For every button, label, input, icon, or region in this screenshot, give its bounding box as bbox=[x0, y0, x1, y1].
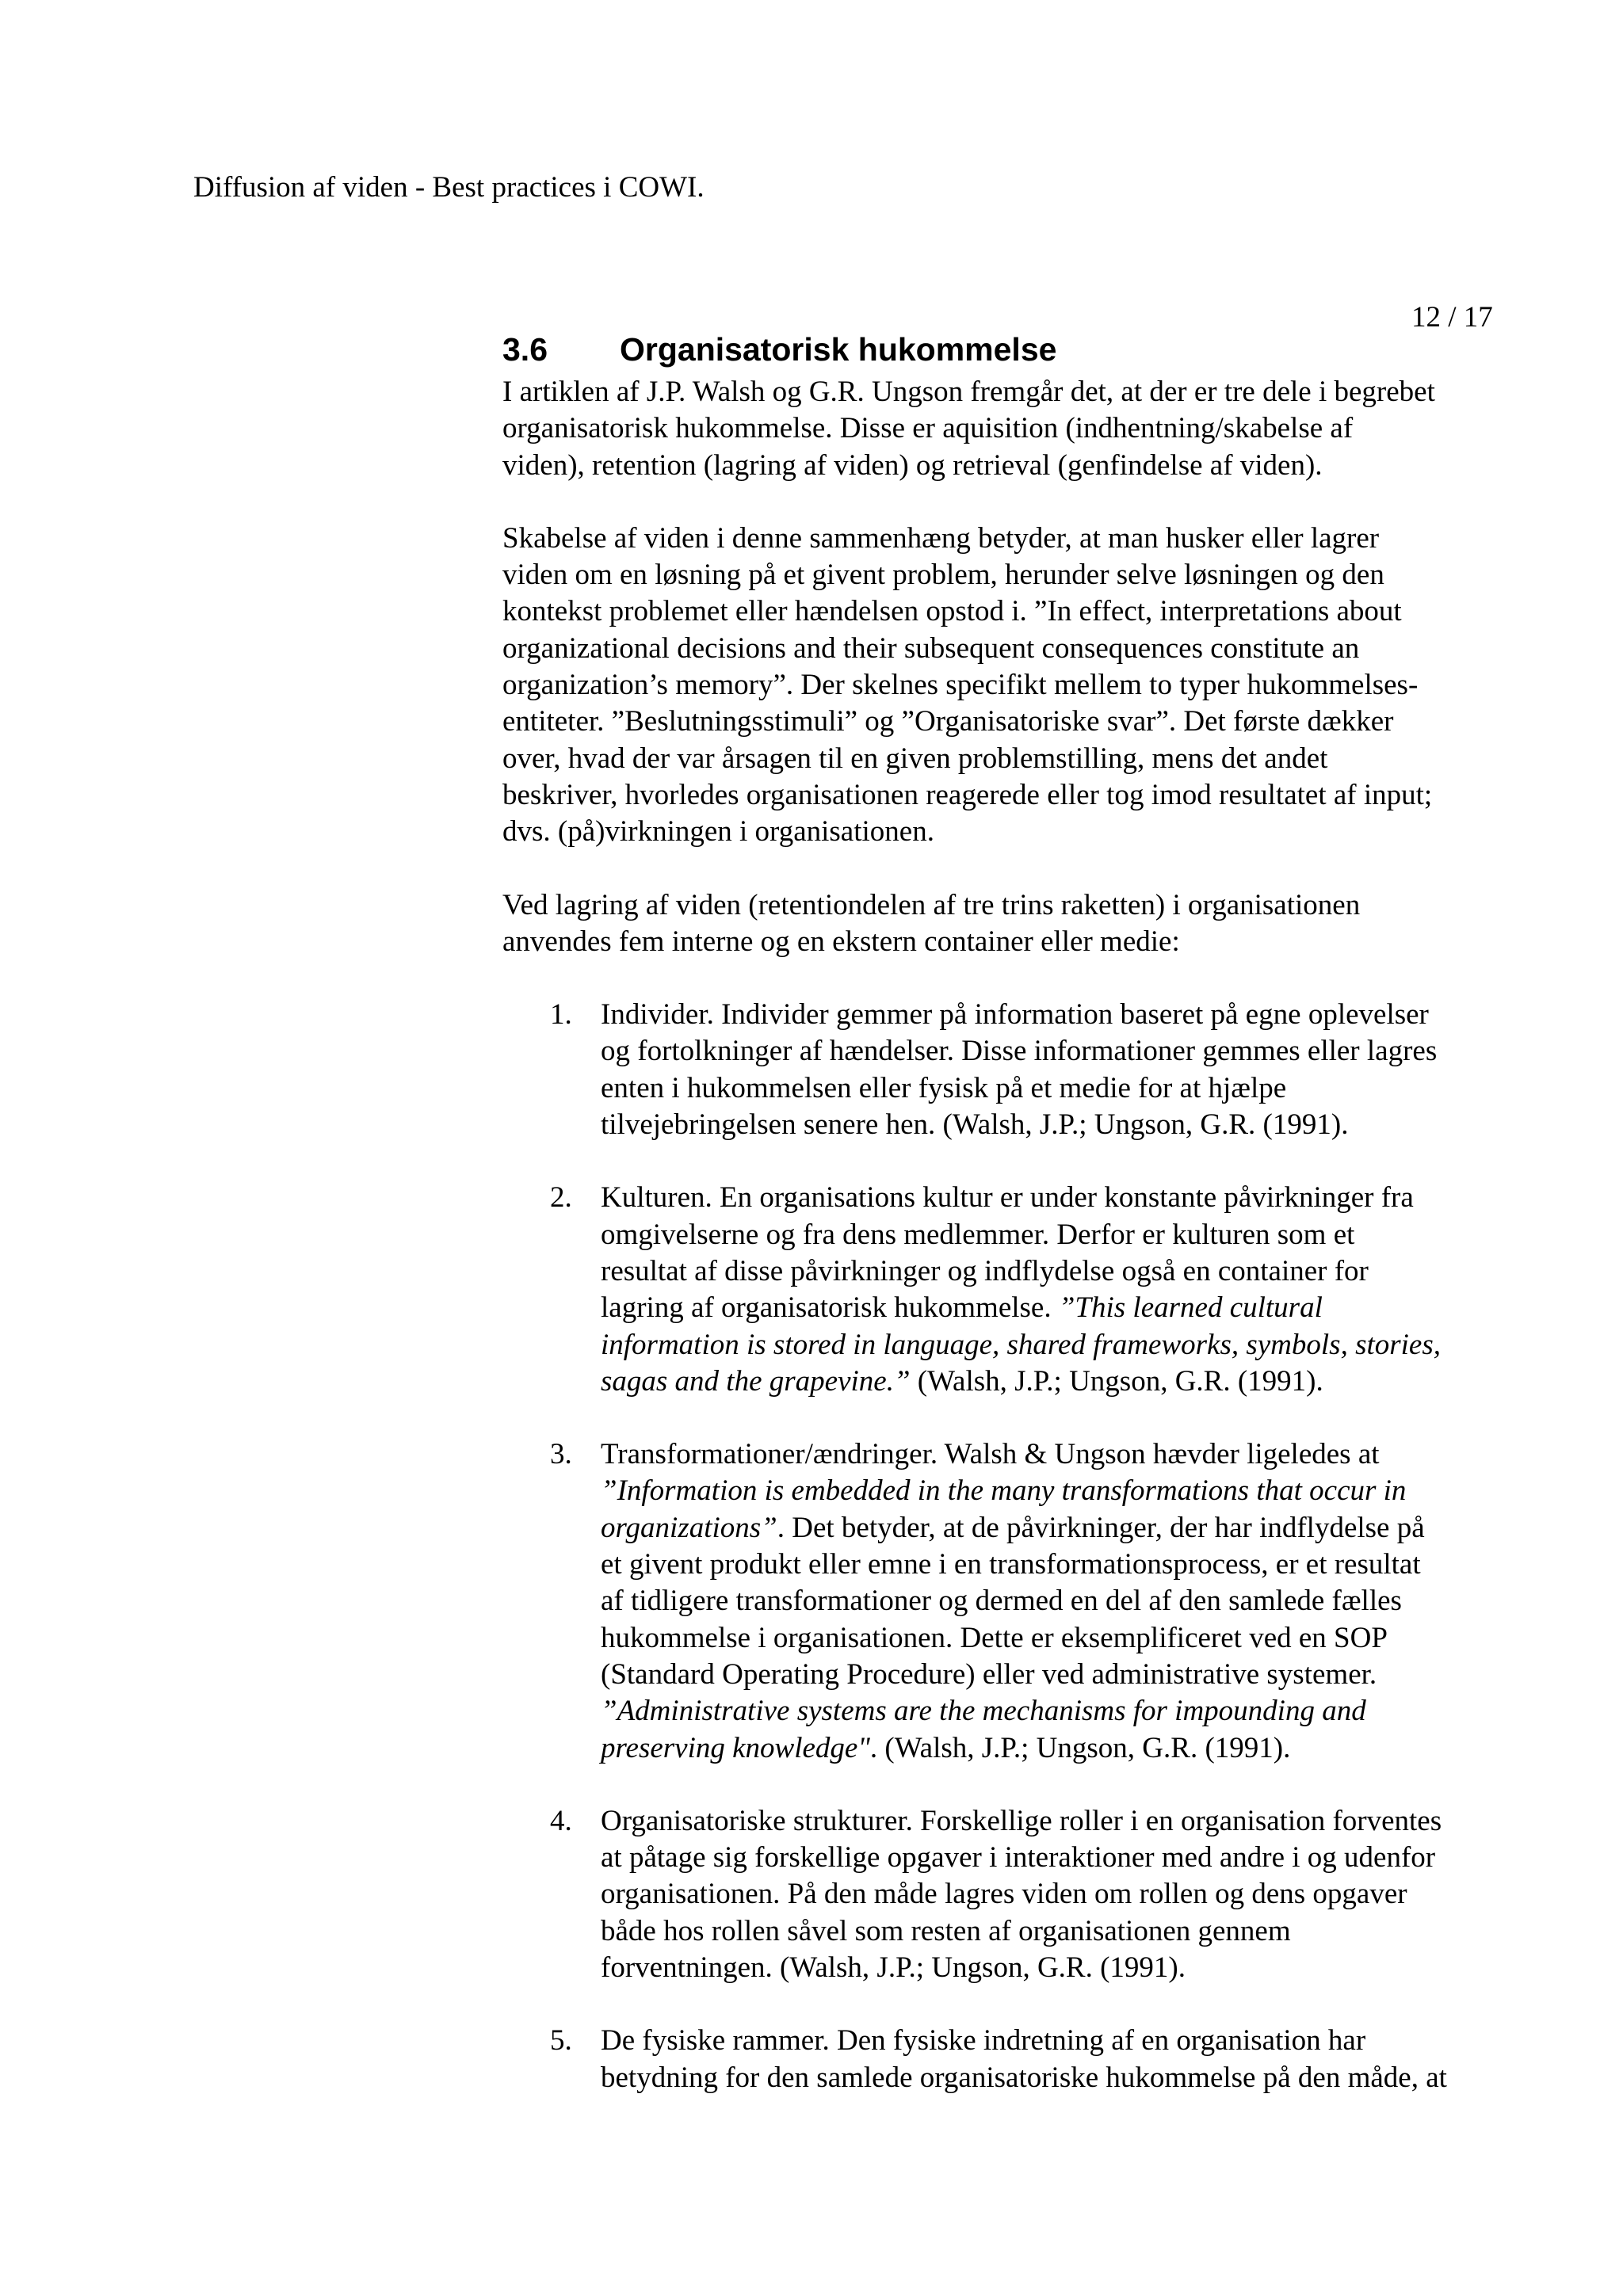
text-line: dvs. (på)virkningen i organisationen. bbox=[502, 815, 934, 849]
text-line: omgivelserne og fra dens medlemmer. Derfor er kulturen som et bbox=[601, 1218, 1355, 1251]
text-line: Organisatoriske strukturer. Forskellige roller i en organisation forventes bbox=[601, 1804, 1442, 1837]
text-line: De fysiske rammer. Den fysiske indretning af en organisation har bbox=[601, 2024, 1366, 2058]
text-line: og fortolkninger af hændelser. Disse informationer gemmes eller lagres bbox=[601, 1035, 1438, 1068]
text-line: organisationen. På den måde lagres viden om rollen og dens opgaver bbox=[601, 1878, 1407, 1911]
text-line: tilvejebringelsen senere hen. (Walsh, J.P.; Ungson, G.R. (1991). bbox=[601, 1108, 1349, 1142]
text-line: resultat af disse påvirkninger og indflydelse også en container for bbox=[601, 1254, 1369, 1287]
text-line: forventningen. (Walsh, J.P.; Ungson, G.R. (1991). bbox=[601, 1951, 1186, 1984]
text-line: I artiklen af J.P. Walsh og G.R. Ungson fremgår det, at der er tre dele i begrebet bbox=[502, 376, 1435, 408]
text-line: af tidligere transformationer og dermed en del af den samlede fælles bbox=[601, 1585, 1402, 1618]
text-run: . Det betyder, at de påvirkninger, der har indflydelse på bbox=[777, 1511, 1425, 1544]
list-item-number: 1. bbox=[550, 998, 572, 1032]
text-line: Ved lagring af viden (retentiondelen af tre trins raketten) i organisationen bbox=[502, 888, 1361, 921]
text-line: viden om en løsning på et givent problem, herunder selve løsningen og den bbox=[502, 559, 1384, 592]
text-run: lagring af organisatorisk hukommelse. bbox=[601, 1291, 1059, 1325]
quote-italic: ”Information is embedded in the many transformations that occur in bbox=[601, 1474, 1407, 1508]
text-line bbox=[601, 1473, 1541, 1509]
text-line: Kulturen. En organisations kultur er under konstante påvirkninger fra bbox=[601, 1181, 1414, 1215]
text-line: organisatorisk hukommelse. Disse er aquisition (indhentning/skabelse af bbox=[502, 412, 1354, 445]
list-item-number: 4. bbox=[550, 1804, 572, 1837]
text-line: både hos rollen såvel som resten af organisationen gennem bbox=[601, 1914, 1291, 1947]
list-item-number: 5. bbox=[550, 2024, 572, 2058]
text-line bbox=[601, 1327, 1541, 1363]
text-line: anvendes fem interne og en ekstern container eller medie: bbox=[502, 925, 1180, 958]
text-line: Individer. Individer gemmer på information baseret på egne oplevelser bbox=[601, 998, 1429, 1032]
list-item-number: 2. bbox=[550, 1181, 572, 1215]
quote-italic: ”This learned cultural bbox=[1058, 1291, 1323, 1325]
text-line: viden), retention (lagring af viden) og retrieval (genfindelse af viden). bbox=[502, 448, 1323, 482]
text-line bbox=[601, 1290, 1541, 1326]
text-line: over, hvad der var årsagen til en given problemstilling, mens det andet bbox=[502, 742, 1328, 775]
text-line: at påtage sig forskellige opgaver i interaktioner med andre i og udenfor bbox=[601, 1841, 1436, 1875]
paragraph bbox=[502, 521, 1541, 851]
quote-italic: organizations” bbox=[601, 1511, 777, 1544]
section-number: 3.6 bbox=[502, 331, 548, 368]
quote-italic: information is stored in language, shared frameworks, symbols, stories, bbox=[601, 1328, 1441, 1361]
text-run: . (Walsh, J.P.; Ungson, G.R. (1991). bbox=[869, 1731, 1291, 1764]
text-line: (Standard Operating Procedure) eller ved administrative systemer. bbox=[601, 1657, 1377, 1691]
text-line: hukommelse i organisationen. Dette er eksemplificeret ved en SOP bbox=[601, 1621, 1388, 1654]
text-line: organizational decisions and their subsequent consequences constitute an bbox=[502, 631, 1360, 665]
list-item bbox=[502, 1803, 1541, 1986]
paragraph bbox=[502, 887, 1541, 961]
text-run: (Walsh, J.P.; Ungson, G.R. (1991). bbox=[910, 1364, 1323, 1398]
text-line: kontekst problemet eller hændelsen opstod i. ”In effect, interpretations about bbox=[502, 595, 1402, 628]
text-line: Transformationer/ændringer. Walsh & Ungson hævder ligeledes at bbox=[601, 1438, 1380, 1471]
page-number: 12 / 17 bbox=[1411, 301, 1493, 334]
list-item bbox=[502, 1436, 1541, 1767]
page-content bbox=[502, 325, 1541, 2133]
list-item bbox=[502, 2023, 1541, 2096]
text-line: Skabelse af viden i denne sammenhæng betyder, at man husker eller lagrer bbox=[502, 521, 1380, 555]
quote-italic: sagas and the grapevine.” bbox=[601, 1364, 911, 1398]
list-item bbox=[502, 997, 1541, 1143]
paragraph bbox=[502, 374, 1541, 484]
list-item bbox=[502, 1180, 1541, 1400]
text-line: entiteter. ”Beslutningsstimuli” og ”Organisatoriske svar”. Det første dækker bbox=[502, 705, 1394, 738]
section-title: Organisatorisk hukommelse bbox=[620, 331, 1057, 368]
text-line bbox=[601, 1730, 1541, 1767]
text-line: organization’s memory”. Der skelnes specifikt mellem to typer hukommelses- bbox=[502, 669, 1419, 702]
quote-italic: ”Administrative systems are the mechanisms for impounding and bbox=[601, 1695, 1366, 1728]
quote-italic: preserving knowledge" bbox=[601, 1731, 870, 1764]
text-line: betydning for den samlede organisatoriske hukommelse på den måde, at bbox=[601, 2061, 1447, 2094]
text-line: et givent produkt eller emne i en transformationsprocess, er et resultat bbox=[601, 1548, 1421, 1581]
text-line: beskriver, hvorledes organisationen reagerede eller tog imod resultatet af input; bbox=[502, 778, 1433, 811]
list-item-number: 3. bbox=[550, 1438, 572, 1471]
text-line bbox=[601, 1363, 1541, 1400]
text-line bbox=[601, 1693, 1541, 1730]
text-line bbox=[601, 1510, 1541, 1547]
running-header: Diffusion af viden - Best practices i COWI. bbox=[193, 171, 705, 204]
section-heading bbox=[502, 325, 1541, 374]
text-line: enten i hukommelsen eller fysisk på et medie for at hjælpe bbox=[601, 1071, 1287, 1104]
numbered-list bbox=[502, 997, 1541, 2096]
